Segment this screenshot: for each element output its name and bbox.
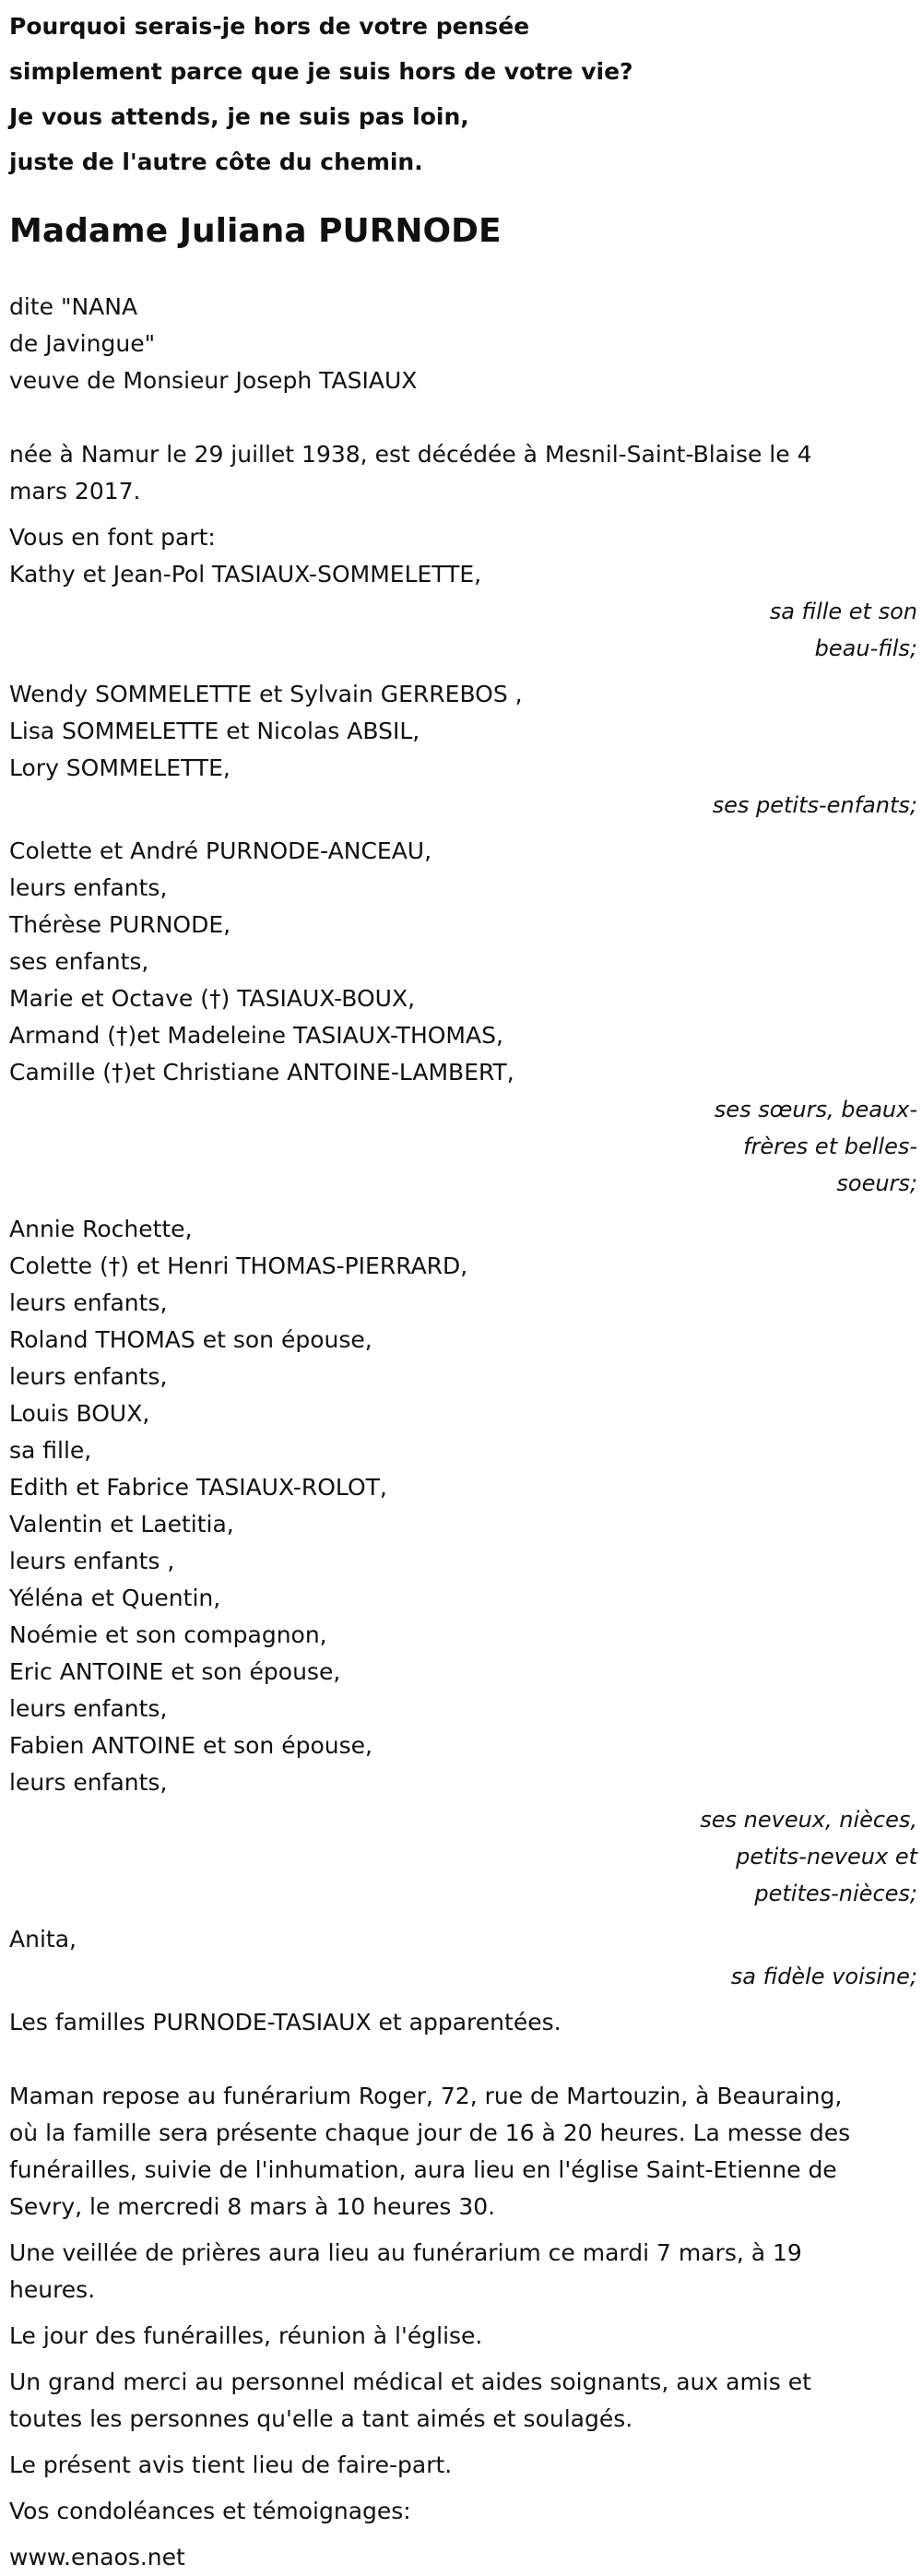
family-name-line: sa fille, xyxy=(9,1437,92,1464)
relation-label: ses neveux, nièces, xyxy=(700,1807,917,1833)
family-name-line: Anita, xyxy=(9,1926,77,1953)
families-line: Les familles PURNODE-TASIAUX et apparentées. xyxy=(9,2009,561,2036)
vigil-text-line: heures. xyxy=(9,2276,96,2303)
funeral-text-line: où la famille sera présente chaque jour de 16 à 20 heures. La messe des xyxy=(9,2119,851,2146)
notice-text: Le présent avis tient lieu de faire-part. xyxy=(9,2451,453,2478)
poem-line: Pourquoi serais-je hors de votre pensée xyxy=(9,13,530,40)
poem-line: juste de l'autre côte du chemin. xyxy=(9,148,423,175)
family-name-line: Noémie et son compagnon, xyxy=(9,1621,327,1648)
relation-label: soeurs; xyxy=(836,1170,917,1196)
poem-line: Je vous attends, je ne suis pas loin, xyxy=(9,103,469,130)
family-name-line: Lisa SOMMELETTE et Nicolas ABSIL, xyxy=(9,718,420,744)
family-name-line: Marie et Octave (†) TASIAUX-BOUX, xyxy=(9,985,416,1012)
relation-label: petits-neveux et xyxy=(736,1844,917,1870)
birth-death-line: née à Namur le 29 juillet 1938, est décédée à Mesnil-Saint-Blaise le 4 xyxy=(9,441,812,468)
website-link[interactable]: www.enaos.net xyxy=(9,2544,185,2570)
family-group xyxy=(9,1921,917,1995)
identity-line: veuve de Monsieur Joseph TASIAUX xyxy=(9,367,418,394)
identity-line: dite "NANA xyxy=(9,293,138,320)
family-name-line: Louis BOUX, xyxy=(9,1400,150,1427)
funeral-text-line: funérailles, suivie de l'inhumation, aura lieu en l'église Saint-Etienne de xyxy=(9,2156,837,2183)
family-group xyxy=(9,556,917,667)
family-group xyxy=(9,833,917,1202)
vigil-text-line: Une veillée de prières aura lieu au funérarium ce mardi 7 mars, à 19 xyxy=(9,2239,802,2266)
meeting-text: Le jour des funérailles, réunion à l'église. xyxy=(9,2322,483,2349)
funeral-text-line: Sevry, le mercredi 8 mars à 10 heures 30. xyxy=(9,2193,496,2220)
relation-label: ses petits-enfants; xyxy=(712,792,917,818)
family-name-line: Thérèse PURNODE, xyxy=(9,911,231,938)
announcement-intro: Vous en font part: xyxy=(9,524,216,551)
family-name-line: ses enfants, xyxy=(9,948,149,975)
thanks-text-line: Un grand merci au personnel médical et aides soignants, aux amis et xyxy=(9,2368,811,2395)
family-name-line: Edith et Fabrice TASIAUX-ROLOT, xyxy=(9,1474,387,1501)
family-name-line: Fabien ANTOINE et son épouse, xyxy=(9,1732,372,1759)
family-name-line: leurs enfants , xyxy=(9,1548,175,1574)
family-name-line: Armand (†)et Madeleine TASIAUX-THOMAS, xyxy=(9,1022,503,1049)
birth-death-line: mars 2017. xyxy=(9,478,141,505)
family-name-line: leurs enfants, xyxy=(9,1363,168,1390)
family-name-line: Wendy SOMMELETTE et Sylvain GERREBOS , xyxy=(9,681,523,707)
family-name-line: leurs enfants, xyxy=(9,1289,168,1316)
identity-line: de Javingue" xyxy=(9,330,156,357)
deceased-name-title: Madame Juliana PURNODE xyxy=(9,212,502,250)
family-group xyxy=(9,1211,917,1912)
relation-label: frères et belles- xyxy=(743,1134,917,1159)
condolences-text: Vos condoléances et témoignages: xyxy=(9,2498,411,2524)
funeral-text-line: Maman repose au funérarium Roger, 72, rue de Martouzin, à Beauraing, xyxy=(9,2083,843,2109)
obituary-column xyxy=(9,0,917,2576)
family-name-line: Eric ANTOINE et son épouse, xyxy=(9,1658,341,1685)
family-name-line: Annie Rochette, xyxy=(9,1216,193,1242)
family-name-line: Valentin et Laetitia, xyxy=(9,1511,234,1537)
family-name-line: Yéléna et Quentin, xyxy=(9,1585,221,1611)
relation-label: sa fidèle voisine; xyxy=(730,1964,917,1989)
family-name-line: Kathy et Jean-Pol TASIAUX-SOMMELETTE, xyxy=(9,561,482,588)
thanks-text-line: toutes les personnes qu'elle a tant aimés et soulagés. xyxy=(9,2405,633,2432)
family-name-line: leurs enfants, xyxy=(9,874,168,901)
poem-line: simplement parce que je suis hors de votre vie? xyxy=(9,58,633,85)
family-name-line: Roland THOMAS et son épouse, xyxy=(9,1326,372,1353)
family-name-line: Camille (†)et Christiane ANTOINE-LAMBERT, xyxy=(9,1059,514,1086)
relation-label: petites-nièces; xyxy=(754,1881,917,1906)
funeral-details xyxy=(9,2078,917,2576)
relation-label: ses sœurs, beaux- xyxy=(714,1097,917,1122)
family-name-line: leurs enfants, xyxy=(9,1769,168,1796)
relation-label: sa fille et son xyxy=(769,599,917,624)
relation-label: beau-fils; xyxy=(814,635,917,661)
family-name-line: leurs enfants, xyxy=(9,1695,168,1722)
family-name-line: Colette et André PURNODE-ANCEAU, xyxy=(9,837,432,864)
family-group xyxy=(9,676,917,824)
family-name-line: Lory SOMMELETTE, xyxy=(9,754,230,781)
family-name-line: Colette (†) et Henri THOMAS-PIERRARD, xyxy=(9,1252,468,1279)
poem xyxy=(9,0,917,184)
